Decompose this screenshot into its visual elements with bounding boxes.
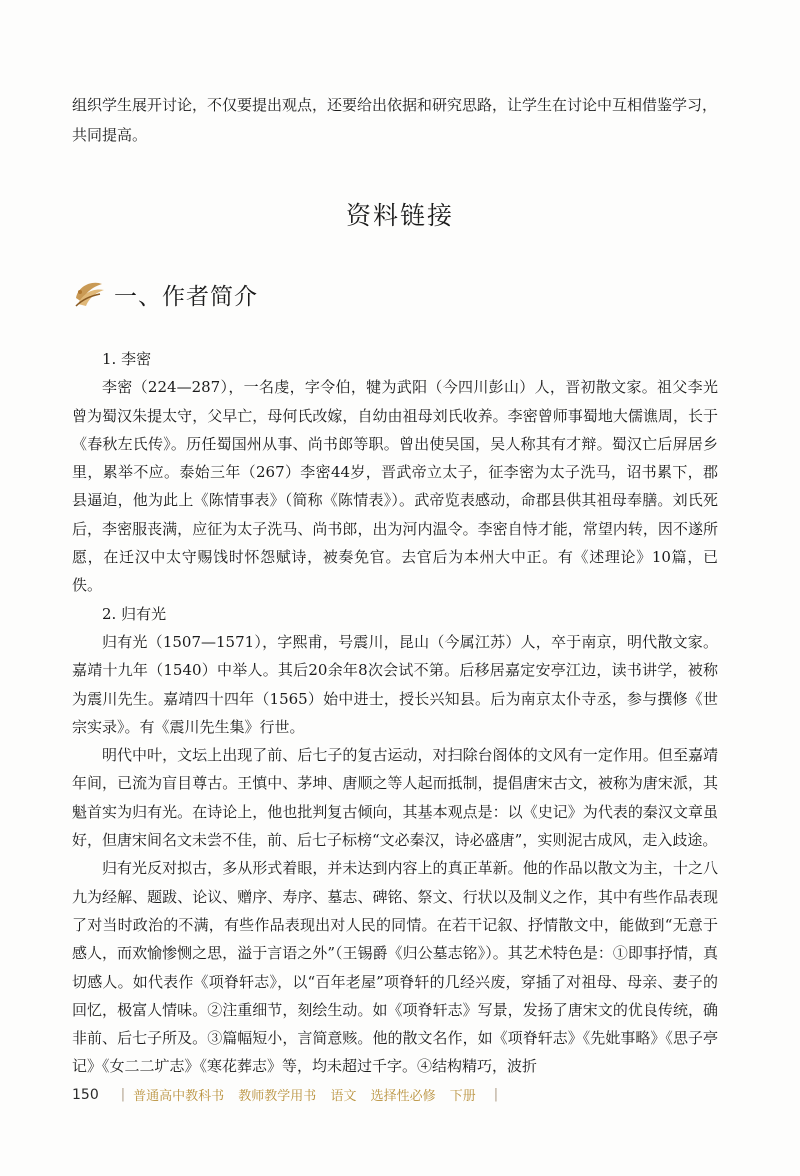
footer-item: 语文: [330, 1089, 357, 1104]
paragraph: 2. 归有光: [102, 604, 167, 623]
footer-item: 教师教学用书: [238, 1089, 317, 1104]
subsection-title: 一、作者简介: [114, 283, 258, 310]
paragraph: 归有光（1507—1571），字熙甫，号震川，昆山（今属江苏）人，卒于南京，明代散文家。嘉靖十九年（1540）中举人。其后20余年8次会试不第。后移居嘉定安亭江边，读书讲学，被称为震川先生。嘉靖四十四年（1565）始中进士，授长兴知县。后为南京太仆寺丞，参与撰修《世宗实录》。有《震川先生集》行世。: [72, 632, 718, 736]
paragraph: 归有光反对拟古，多从形式着眼，并未达到内容上的真正革新。他的作品以散文为主，十之八九为经解、题跋、论议、赠序、寿序、墓志、碑铭、祭文、行状以及制义之作，其中有些作品表现了对当时政治的不满，有些作品表现出对人民的同情。在若干记叙、抒情散文中，能做到“无意于感人，而欢愉惨恻之思，溢于言语之外”（王锡爵《归公墓志铭》）。其艺术特色是：①即事抒情，真切感人。如代表作《项脊轩志》，以“百年老屋”项脊轩的几经兴废，穿插了对祖母、母亲、妻子的回忆，极富人情味。②注重细节，刻绘生动。如《项脊轩志》写景，发扬了唐宋文的优良传统，确非前、后七子所及。③篇幅短小，言简意赅。他的散文名作，如《项脊轩志》《先妣事略》《思子亭记》《女二二圹志》《寒花葬志》等，均未超过千字。④结构精巧，波折: [72, 859, 718, 1076]
footer-divider: |: [493, 1087, 499, 1102]
paragraph: 明代中叶，文坛上出现了前、后七子的复古运动，对扫除台阁体的文风有一定作用。但至嘉靖年间，已流为盲目尊古。王慎中、茅坤、唐顺之等人起而抵制，提倡唐宋古文，被称为唐宋派，其魁首实为归有光。在诗论上，他也批判复古倾向，其基本观点是：以《史记》为代表的秦汉文章虽好，但唐宋间名文未尝不佳，前、后七子标榜“文必秦汉，诗必盛唐”，实则泥古成风，走入歧途。: [72, 746, 718, 850]
footer-item: 普通高中教科书: [133, 1089, 225, 1104]
paragraph: 1. 李密: [102, 350, 152, 368]
page-footer: [72, 1085, 506, 1104]
subsection-heading: [72, 274, 258, 314]
main-content: [72, 345, 718, 1081]
intro-text: 组织学生展开讨论，不仅要提出观点，还要给出依据和研究思路，让学生在讨论中互相借鉴学习，共同提高。: [72, 96, 718, 144]
paragraph: 李密（224—287），一名虔，字令伯，犍为武阳（今四川彭山）人，晋初散文家。祖父李光曾为蜀汉朱提太守，父早亡，母何氏改嫁，自幼由祖母刘氏收养。李密曾师事蜀地大儒谯周，长于《春秋左氏传》。历任蜀国州从事、尚书郎等职。曾出使吴国，吴人称其有才辩。蜀汉亡后屏居乡里，累举不应。泰始三年（267）李密44岁，晋武帝立太子，征李密为太子洗马，诏书累下，郡县逼迫，他为此上《陈情事表》（简称《陈情表》）。武帝览表感动，命郡县供其祖母奉膳。刘氏死后，李密服丧满，应征为太子洗马、尚书郎，出为河内温令。李密自恃才能，常望内转，因不遂所愿，在迁汉中太守赐饯时怀怨赋诗，被奏免官。去官后为本州大中正。有《述理论》10篇，已佚。: [72, 378, 718, 595]
intro-paragraph: [72, 90, 718, 150]
page-number: 150: [72, 1086, 99, 1103]
footer-divider: |: [120, 1087, 126, 1102]
footer-item: 下册: [449, 1089, 476, 1104]
footer-book-info: [133, 1085, 486, 1104]
footer-item: 选择性必修: [370, 1089, 436, 1104]
section-title: 资料链接: [345, 201, 454, 230]
scroll-leaf-icon: [72, 278, 108, 310]
